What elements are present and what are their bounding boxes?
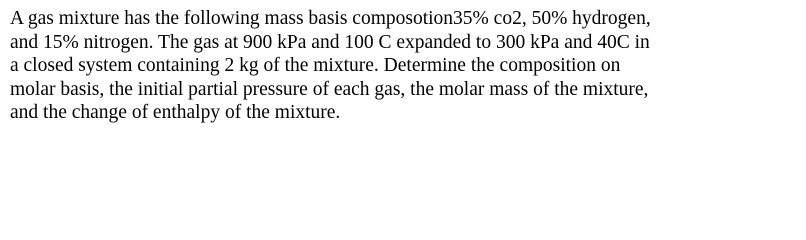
problem-line: and 15% nitrogen. The gas at 900 kPa and 100 C expanded to 300 kPa and 40C in [10,31,650,53]
problem-statement [10,7,800,125]
problem-line: a closed system containing 2 kg of the mixture. Determine the composition on [10,55,621,76]
problem-line: A gas mixture has the following mass basis composotion35% co2, 50% hydrogen, [10,8,651,29]
problem-line: molar basis, the initial partial pressure of each gas, the molar mass of the mixture, [10,78,649,100]
problem-line: and the change of enthalpy of the mixture. [10,102,341,123]
